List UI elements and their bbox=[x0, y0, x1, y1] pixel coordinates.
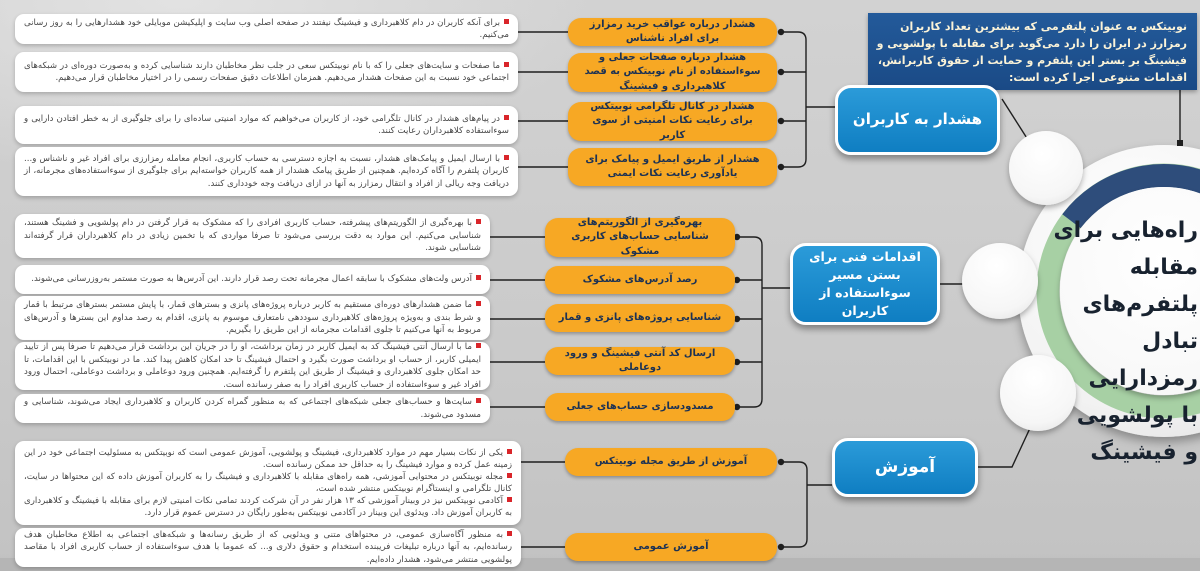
topic-node: آموزش عمومی bbox=[565, 533, 777, 561]
bullet-square-icon bbox=[476, 398, 481, 403]
satellite-circle-2 bbox=[962, 243, 1038, 319]
detail-box bbox=[15, 147, 518, 196]
detail-box bbox=[15, 296, 490, 340]
detail-box bbox=[15, 528, 521, 567]
detail-text: یکی از نکات بسیار مهم در موارد کلاهبرداری، فیشینگ و پولشویی، آموزش عمومی است که نوبیتکس به مسئولیت اجتماعی خود در این زمینه عمل کرده و موارد فیشینگ را به حداقل حد ممکن رسانده است. bbox=[24, 448, 512, 470]
topic-node: آموزش از طریق مجله نوبیتکس bbox=[565, 448, 777, 476]
detail-box bbox=[15, 52, 518, 92]
detail-text: برای آنکه کاربران در دام کلاهبرداری و فیشینگ نیفتند در صفحه اصلی وب سایت و اپلیکیشن موبایلی خود هشدارهایی را به روز رسانی می‌کنیم. bbox=[24, 17, 509, 40]
title-line: راه‌هایی برای bbox=[1053, 218, 1198, 243]
detail-text: سایت‌ها و حساب‌های جعلی شبکه‌های اجتماعی که به منظور گمراه کردن کاربران و کلاهبرداری ایجاد می‌شوند، شناسایی و مسدود می‌شوند. bbox=[24, 397, 481, 420]
topic-node: ارسال کد آنتی فیشینگ و ورود دوعاملی bbox=[545, 347, 735, 375]
satellite-circle-1 bbox=[1009, 131, 1083, 205]
detail-box bbox=[15, 14, 518, 44]
title-line: با پولشویی bbox=[1076, 403, 1198, 428]
title-line: تبادل رمزدارایی bbox=[1088, 329, 1198, 391]
topic-node: بهره‌گیری از الگوریتم‌های شناسایی حساب‌های کاربری مشکوک bbox=[545, 218, 735, 257]
detail-box bbox=[15, 342, 490, 390]
bullet-square-icon bbox=[504, 115, 509, 120]
detail-box bbox=[15, 441, 521, 525]
topic-node: شناسایی پروژه‌های پانزی و قمار bbox=[545, 304, 735, 332]
detail-text: با بهره‌گیری از الگوریتم‌های پیشرفته، حساب کاربری افرادی را که مشکوک به قرار گرفتن در دام پولشویی و فشینگ هستند، شناسایی می‌کنیم. این موارد به دقت بررسی می‌شود تا صرفا مواردی که با تخمین زیادی در دام کلاهبرداران قرار گرفته‌اند شناسایی شوند. bbox=[24, 218, 481, 254]
bullet-square-icon bbox=[504, 62, 509, 67]
detail-box bbox=[15, 214, 490, 258]
topic-node: رصد آدرس‌های مشکوک bbox=[545, 266, 735, 294]
topic-node: مسدودسازی حساب‌های جعلی bbox=[545, 393, 735, 421]
topic-node: هشدار در کانال تلگرامی نوبیتکس برای رعایت نکات امنیتی از سوی کاربر bbox=[568, 102, 777, 141]
category-node-warnings: هشدار به کاربران bbox=[835, 85, 1000, 155]
title-line: و فیشینگ bbox=[1090, 440, 1198, 465]
detail-text: مجله نوبیتکس در محتوایی آموزشی، همه راه‌های مقابله با کلاهبرداری و فیشینگ را به کاربران آموزش داده که این محتواها در سایت، کانال تلگرامی و اینستاگرام نوبیتکس منتشر شده است، bbox=[24, 472, 512, 494]
bullet-square-icon bbox=[504, 155, 509, 160]
bullet-square-icon bbox=[476, 301, 481, 306]
detail-text: ما صفحات و سایت‌های جعلی را که با نام نوبیتکس سعی در جلب نظر مخاطبان دارند شناسایی کرده و به‌صورت دوره‌ای در شبکه‌های اجتماعی خود نسبت به این صفحات هشدار می‌دهیم. همزمان اطلاعات دقیق صفحات رسمی را در اختیار مخاطبان قرار می‌دهیم. bbox=[24, 60, 509, 83]
detail-text: ما با ارسال آنتی فیشینگ کد به ایمیل کاربر در زمان برداشت، او را در جریان این برداشت قرار می‌دهیم تا صرفا پس از تایید ایمیلی کاربر، از حساب او برداشت صورت بگیرد و احتمال فیشینگ تا حد امکان کاهش پیدا کند. ما در نوبیتکس با این اقدامات، تا حد امکان جلوی کلاهبرداری و فیشینگ از طریق این پلتفرم را گرفته‌ایم. همچنین ورود دوعاملی و برداشت دوعاملی، احتمال ورود افراد غیر و سوءاستفاده از حساب کاربری افراد را به صفر رسانده است. bbox=[24, 342, 481, 390]
detail-box bbox=[15, 106, 518, 144]
category-node-education: آموزش bbox=[832, 438, 978, 497]
intro-box bbox=[868, 13, 1197, 90]
bullet-square-icon bbox=[476, 275, 481, 280]
topic-node: هشدار از طریق ایمیل و پیامک برای یادآوری رعایت نکات ایمنی bbox=[568, 148, 777, 186]
bullet-square-icon bbox=[507, 531, 512, 536]
category-node-technical: اقدامات فنی برای بستن مسیر سوءاستفاده از کاربران bbox=[790, 243, 940, 325]
bullet-square-icon bbox=[507, 449, 512, 454]
detail-box bbox=[15, 394, 490, 423]
topic-node: هشدار درباره صفحات جعلی و سوءاستفاده از نام نوبیتکس به قصد کلاهبرداری و فیشینگ bbox=[568, 53, 777, 92]
bullet-square-icon bbox=[507, 497, 512, 502]
bullet-square-icon bbox=[476, 219, 481, 224]
detail-text: ما ضمن هشدارهای دوره‌ای مستقیم به کاربر درباره پروژه‌های پانزی و بسترهای قمار، با پایش مستمر بسترهای مرتبط با قمار و شرط بندی و به‌ویژه پروژه‌های کلاهبرداری سوددهی نامتعارف موسوم به پانزی، اقدام به رصد مداوم این بسترها و آدرس‌های مربوط به آنها می‌کنیم تا جلوی اقدامات مجرمانه از این طریق را بگیریم. bbox=[24, 300, 481, 336]
title-line: مقابله پلتفرم‌های bbox=[1082, 255, 1198, 317]
topic-node: هشدار درباره عواقب خرید رمزارز برای افراد ناشناس bbox=[568, 18, 777, 46]
bullet-square-icon bbox=[507, 473, 512, 478]
detail-text: در پیام‌های هشدار در کانال تلگرامی خود، از کاربران می‌خواهیم که موارد امنیتی ساده‌ای را برای جلوگیری از به خطر افتادن دارایی و سوءاستفاده کلاهبرداران رعایت کنند. bbox=[24, 113, 509, 136]
detail-text: آکادمی نوبیتکس نیز در وبینار آموزشی که ۱۳ هزار نفر در آن شرکت کردند تمامی نکات امنیتی لازم برای مقابله با فیشینگ و کلاهبرداری به کاربران آموزش داد. ویدئوی این وبینار در آکادمی نوبیتکس به‌طور رایگان در دسترس عموم قرار دارد. bbox=[24, 496, 512, 518]
bullet-square-icon bbox=[476, 343, 481, 348]
intro-text: نوبیتکس به عنوان پلتفرمی که بیشترین تعداد کاربران رمزارز در ایران را دارد می‌گوید برای مقابله با پولشویی و فیشینگ بر بستر این پلتفرم و حمایت از حقوق کاربرانش، اقدامات متنوعی اجرا کرده است: bbox=[876, 20, 1187, 84]
detail-text: با ارسال ایمیل و پیامک‌های هشدار، نسبت به اجازه دسترسی به حساب کاربری، انجام معامله رمزارزی برای افراد غیر و ناشناس و... کاربران پلتفرم را آگاه کرده‌ایم. همچنین از طریق پیامک هشدار از همه کاربران خواسته‌ایم برای جلوگیری از سوءاستفاده‌های مجرمانه، از دریافت وجه ریالی از افراد و انتقال رمزارز به آنها در ازای دریافت وجه خودداری کنند. bbox=[24, 153, 509, 189]
detail-box bbox=[15, 265, 490, 294]
bullet-square-icon bbox=[504, 19, 509, 24]
detail-text: به منظور آگاه‌سازی عمومی، در محتواهای متنی و ویدئویی که از طریق رسانه‌ها و شبکه‌های اجتماعی به اطلاع مخاطبان هدف رسانده‌ایم، به آنها درباره تبلیغات فریبنده استخدام و حقوق دلاری و... که عموما با هدف سوءاستفاده از حساب کاربری افراد با مقاصد پولشویی منتشر می‌شود، هشدار داده‌ایم. bbox=[24, 529, 512, 565]
detail-text: آدرس ولت‌های مشکوک با سابقه اعمال مجرمانه تحت رصد قرار دارند. این آدرس‌ها به صورت مستمر به‌روزرسانی می‌شوند. bbox=[31, 274, 472, 285]
center-circle-title bbox=[1032, 212, 1198, 471]
